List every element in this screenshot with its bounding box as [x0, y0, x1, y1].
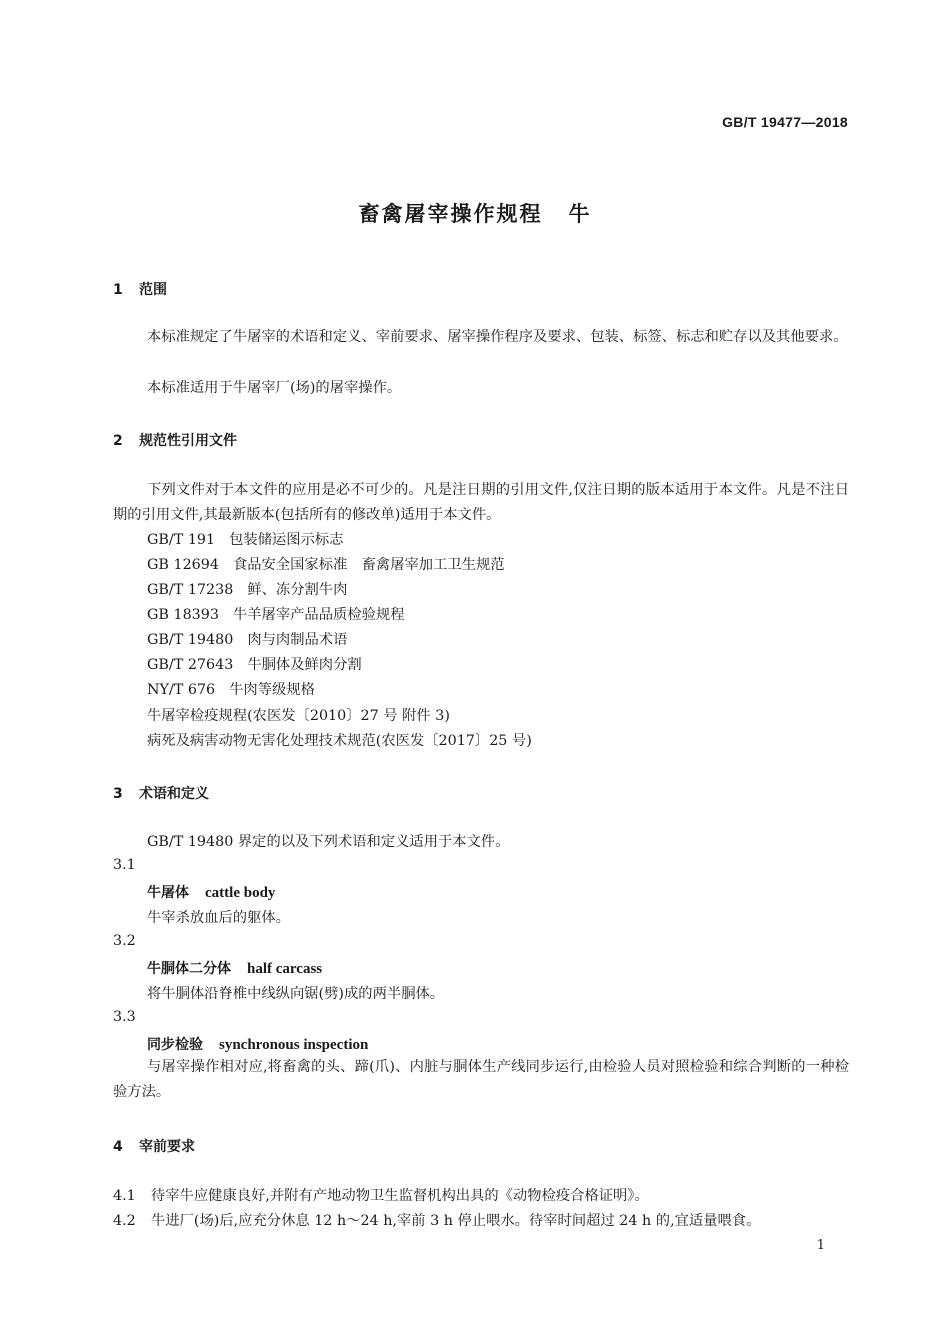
- term-entry: 牛屠体 cattle body: [147, 885, 276, 901]
- term-definition: 将牛胴体沿脊椎中线纵向锯(劈)成的两半胴体。: [147, 986, 445, 1002]
- section-heading-scope: [113, 279, 167, 299]
- title-main: 畜禽屠宰操作规程: [358, 202, 543, 226]
- reference-item: GB 12694 食品安全国家标准 畜禽屠宰加工卫生规范: [147, 557, 505, 573]
- section-heading-terms: [113, 783, 209, 803]
- reference-item: NY/T 676 牛肉等级规格: [147, 682, 315, 698]
- paragraph: 下列文件对于本文件的应用是必不可少的。凡是注日期的引用文件,仅注日期的版本适用于本文件。凡是不注日期的引用文件,其最新版本(包括所有的修改单)适用于本文件。: [113, 482, 849, 523]
- section-number: 1: [113, 282, 123, 298]
- section-number: 3: [113, 786, 123, 802]
- reference-item: 病死及病害动物无害化处理技术规范(农医发〔2017〕25 号): [147, 733, 532, 749]
- title-sub: 牛: [568, 202, 592, 226]
- reference-item: GB/T 191 包装储运图示标志: [147, 532, 344, 548]
- paragraph: 本标准适用于牛屠宰厂(场)的屠宰操作。: [147, 380, 402, 396]
- section-heading-pre-slaughter: [113, 1136, 195, 1156]
- section-title: 术语和定义: [139, 786, 209, 802]
- section-number: 4: [113, 1139, 123, 1155]
- reference-item: GB 18393 牛羊屠宰产品品质检验规程: [147, 607, 405, 623]
- page-number: 1: [816, 1238, 825, 1253]
- standard-code: GB/T 19477—2018: [722, 114, 848, 130]
- section-title: 规范性引用文件: [139, 433, 237, 449]
- term-entry: 牛胴体二分体 half carcass: [147, 961, 323, 977]
- paragraph: 本标准规定了牛屠宰的术语和定义、宰前要求、屠宰操作程序及要求、包装、标签、标志和贮存以及其他要求。: [147, 329, 848, 345]
- term-definition: 牛宰杀放血后的躯体。: [147, 910, 290, 926]
- section-title: 范围: [139, 282, 167, 298]
- paragraph: GB/T 19480 界定的以及下列术语和定义适用于本文件。: [147, 834, 510, 850]
- requirement-item: 4.1 待宰牛应健康良好,并附有产地动物卫生监督机构出具的《动物检疫合格证明》。: [113, 1188, 649, 1204]
- section-heading-normative-references: [113, 430, 237, 450]
- reference-item: GB/T 19480 肉与肉制品术语: [147, 632, 348, 648]
- section-number: 2: [113, 433, 123, 449]
- page-title: [0, 198, 950, 228]
- clause-number: 3.1: [113, 857, 136, 873]
- term-entry: 同步检验 synchronous inspection: [147, 1037, 369, 1053]
- term-definition: 与屠宰操作相对应,将畜禽的头、蹄(爪)、内脏与胴体生产线同步运行,由检验人员对照检验和综合判断的一种检验方法。: [113, 1059, 849, 1100]
- clause-number: 3.2: [113, 933, 136, 949]
- requirement-item: 4.2 牛进厂(场)后,应充分休息 12 h～24 h,宰前 3 h 停止喂水。待宰时间超过 24 h 的,宜适量喂食。: [113, 1213, 761, 1229]
- reference-item: 牛屠宰检疫规程(农医发〔2010〕27 号 附件 3): [147, 708, 450, 724]
- section-title: 宰前要求: [139, 1139, 195, 1155]
- clause-number: 3.3: [113, 1009, 136, 1025]
- reference-item: GB/T 17238 鲜、冻分割牛肉: [147, 582, 348, 598]
- reference-item: GB/T 27643 牛胴体及鲜肉分割: [147, 657, 362, 673]
